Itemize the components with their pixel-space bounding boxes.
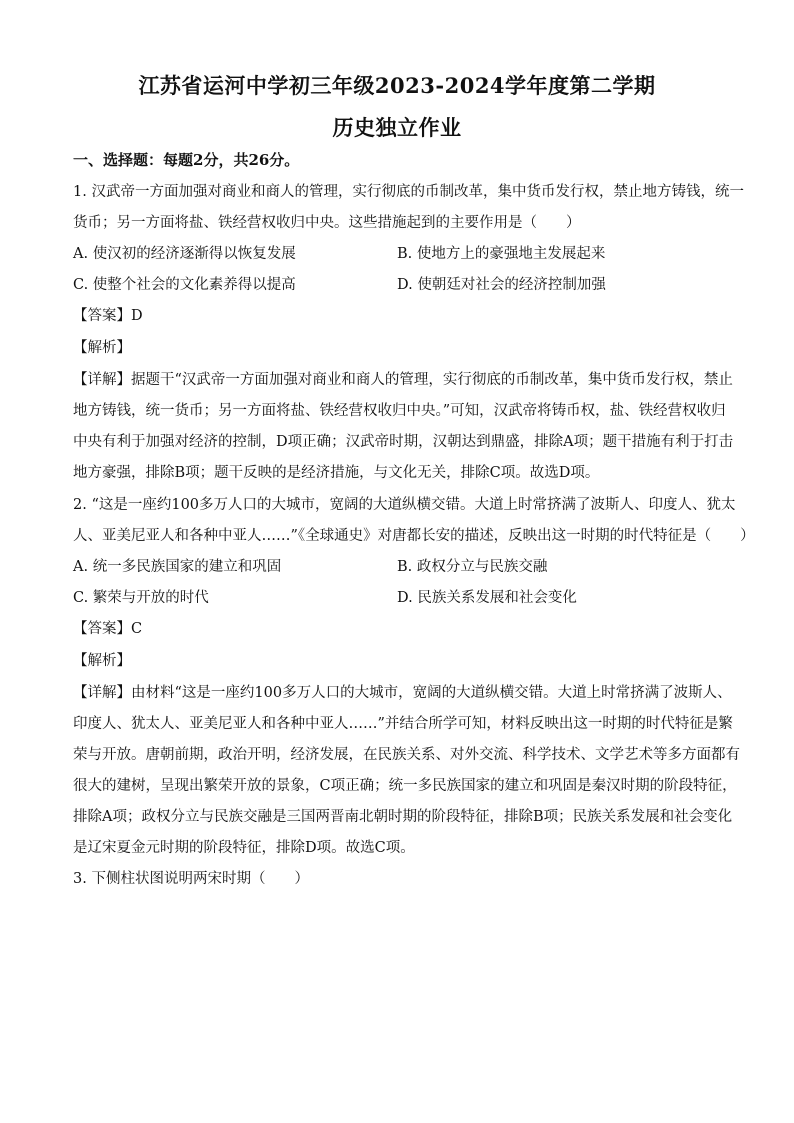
q1-stem-line: 货币；另一方面将盐、铁经营权收归中央。这些措施起到的主要作用是（ ）	[73, 215, 581, 231]
q1-option-d: D. 使朝廷对社会的经济控制加强	[397, 277, 606, 293]
q2-option-d: D. 民族关系发展和社会变化	[397, 590, 577, 606]
q2-stem-line: 人、亚美尼亚人和各种中亚人……”《全球通史》对唐都长安的描述，反映出这一时期的时代特征是（ ）	[73, 528, 755, 544]
section-heading: 一、选择题：每题2分，共26分。	[73, 151, 300, 169]
q2-answer: 【答案】C	[73, 621, 143, 637]
q2-detail-line: 很大的建树，呈现出繁荣开放的景象，C项正确；统一多民族国家的建立和巩固是秦汉时期的阶段特征，	[73, 778, 737, 794]
q1-detail-line: 中央有利于加强对经济的控制，D项正确；汉武帝时期，汉朝达到鼎盛，排除A项；题干措施有利于打击	[73, 434, 734, 450]
q2-option-b: B. 政权分立与民族交融	[397, 559, 548, 575]
q2-option-a: A. 统一多民族国家的建立和巩固	[73, 559, 282, 575]
q2-detail-line: 荣与开放。唐朝前期，政治开明，经济发展，在民族关系、对外交流、科学技术、文学艺术等多方面都有	[73, 747, 740, 763]
document-title: 江苏省运河中学初三年级2023-2024学年度第二学期	[138, 73, 656, 98]
q1-answer: 【答案】D	[73, 308, 143, 324]
q2-option-c: C. 繁荣与开放的时代	[73, 590, 209, 606]
q2-detail-line: 【详解】由材料“这是一座约100多万人口的大城市，宽阔的大道纵横交错。大道上时常挤满了波斯人、	[73, 685, 732, 701]
q1-option-c: C. 使整个社会的文化素养得以提高	[73, 277, 296, 293]
q1-analysis-label: 【解析】	[73, 340, 131, 356]
q2-stem-line: 2. “这是一座约100多万人口的大城市，宽阔的大道纵横交错。大道上时常挤满了波斯人、印度人、犹太	[73, 497, 736, 513]
q1-detail-line: 【详解】据题干“汉武帝一方面加强对商业和商人的管理，实行彻底的币制改革，集中货币发行权，禁止	[73, 372, 733, 388]
q2-detail-line: 是辽宋夏金元时期的阶段特征，排除D项。故选C项。	[73, 840, 415, 856]
q1-option-a: A. 使汉初的经济逐渐得以恢复发展	[73, 246, 296, 262]
q1-detail-line: 地方豪强，排除B项；题干反映的是经济措施，与文化无关，排除C项。故选D项。	[73, 465, 600, 481]
q2-analysis-label: 【解析】	[73, 653, 131, 669]
q1-stem-line: 1. 汉武帝一方面加强对商业和商人的管理，实行彻底的币制改革，集中货币发行权，禁止地方铸钱，统一	[73, 184, 744, 200]
q1-option-b: B. 使地方上的豪强地主发展起来	[397, 246, 606, 262]
q3-stem-line: 3. 下侧柱状图说明两宋时期（ ）	[73, 871, 309, 887]
q2-detail-line: 排除A项；政权分立与民族交融是三国两晋南北朝时期的阶段特征，排除B项；民族关系发展和社会变化	[73, 809, 733, 825]
q1-detail-line: 地方铸钱，统一货币；另一方面将盐、铁经营权收归中央。”可知，汉武帝将铸币权，盐、铁经营权收归	[73, 403, 726, 419]
document-subtitle: 历史独立作业	[332, 115, 462, 140]
q2-detail-line: 印度人、犹太人、亚美尼亚人和各种中亚人……”并结合所学可知，材料反映出这一时期的时代特征是繁	[73, 716, 733, 732]
